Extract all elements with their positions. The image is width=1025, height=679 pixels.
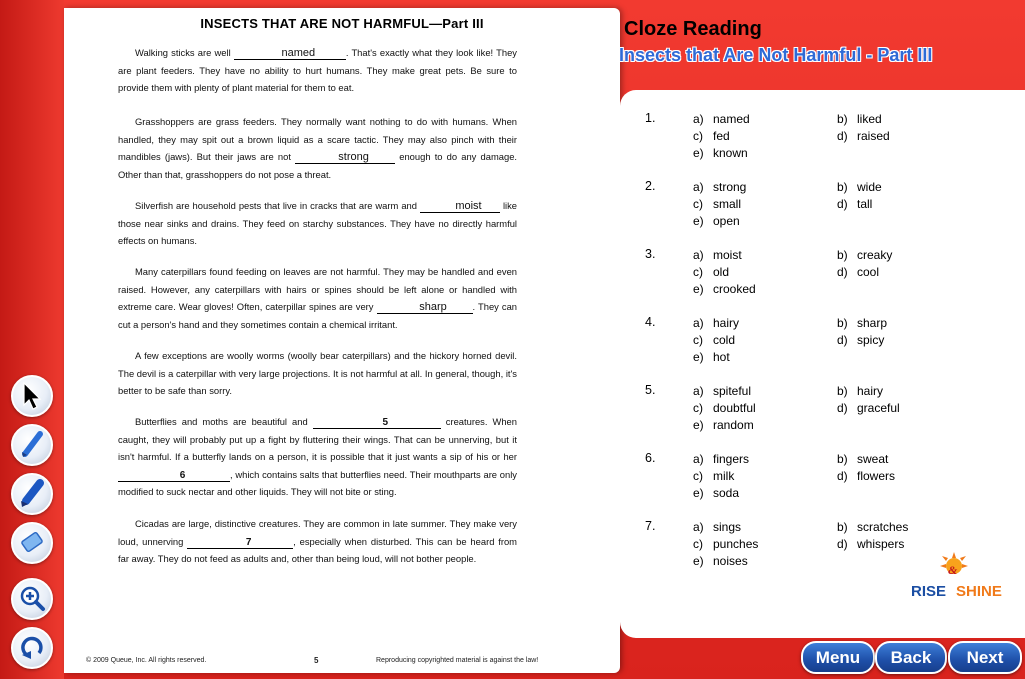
worksheet-title: INSECTS THAT ARE NOT HARMFUL—Part III bbox=[200, 16, 484, 31]
option-text: graceful bbox=[857, 401, 900, 415]
option-letter: d) bbox=[837, 401, 848, 415]
option-text: punches bbox=[713, 537, 759, 551]
pen-icon bbox=[18, 430, 46, 460]
option-letter: c) bbox=[693, 197, 703, 211]
worksheet-page bbox=[64, 8, 620, 673]
option-text: hairy bbox=[857, 384, 884, 398]
option-text: spiteful bbox=[713, 384, 752, 398]
answer-option-d[interactable] bbox=[837, 197, 872, 211]
answer-option-b[interactable] bbox=[837, 248, 892, 262]
blank-6[interactable]: 6 bbox=[118, 470, 230, 482]
blank-3[interactable]: moist bbox=[420, 201, 500, 213]
option-text: whispers bbox=[857, 537, 905, 551]
option-letter: a) bbox=[693, 520, 704, 534]
answer-option-b[interactable] bbox=[837, 112, 882, 126]
pointer-icon bbox=[19, 381, 45, 411]
answer-option-e[interactable] bbox=[693, 282, 756, 296]
option-letter: d) bbox=[837, 333, 848, 347]
answer-option-b[interactable] bbox=[837, 180, 882, 194]
option-text: spicy bbox=[857, 333, 885, 347]
option-letter: d) bbox=[837, 469, 848, 483]
undo-icon bbox=[17, 633, 47, 663]
activity-title: Cloze Reading bbox=[624, 18, 762, 40]
copyright-text: © 2009 Queue, Inc. All rights reserved. bbox=[86, 657, 207, 664]
question-number: 4. bbox=[645, 315, 656, 329]
option-letter: d) bbox=[837, 265, 848, 279]
rise-and-shine-logo bbox=[910, 552, 1006, 602]
answer-option-a[interactable] bbox=[693, 112, 750, 126]
option-letter: e) bbox=[693, 350, 704, 364]
option-letter: a) bbox=[693, 316, 704, 330]
answer-option-b[interactable] bbox=[837, 384, 883, 398]
option-letter: a) bbox=[693, 248, 704, 262]
option-text: cold bbox=[713, 333, 736, 347]
question-number: 5. bbox=[645, 383, 656, 397]
option-text: strong bbox=[713, 180, 747, 194]
blank-5[interactable]: 5 bbox=[313, 417, 441, 429]
option-text: sweat bbox=[857, 452, 889, 466]
answer-option-d[interactable] bbox=[837, 537, 904, 551]
menu-button[interactable]: Menu bbox=[801, 641, 875, 674]
answer-option-e[interactable] bbox=[693, 214, 740, 228]
option-letter: b) bbox=[837, 520, 848, 534]
answer-option-d[interactable] bbox=[837, 129, 890, 143]
option-text: hot bbox=[713, 350, 730, 364]
copyright-warning: Reproducing copyrighted material is against the law! bbox=[376, 657, 539, 664]
question-number: 3. bbox=[645, 247, 656, 261]
blank-1[interactable]: named bbox=[234, 48, 346, 60]
paragraph-1: Walking sticks are well named . That's exactly what they look like! They are plant feeders. They have no ability to hurt humans. They make great pets. Be sure to provide them with plenty of plant material for them to eat. bbox=[118, 47, 517, 94]
paragraph-7: Cicadas are large, distinctive creatures. They are common in late summer. They make very loud, unnerving 7 , especially when disturbed. This can be heard from far away. They do not feed as adults and, other than being loud, will not bother people. bbox=[118, 518, 517, 565]
answer-option-d[interactable] bbox=[837, 265, 879, 279]
option-letter: e) bbox=[693, 486, 704, 500]
option-letter: a) bbox=[693, 112, 704, 126]
option-letter: a) bbox=[693, 384, 704, 398]
option-letter: c) bbox=[693, 129, 703, 143]
answer-option-a[interactable] bbox=[693, 316, 739, 330]
option-text: small bbox=[713, 197, 742, 211]
blank-4[interactable]: sharp bbox=[377, 302, 473, 314]
paragraph-6: Butterflies and moths are beautiful and 5 creatures. When caught, they will probably put up a fight by fluttering their wings. That can be unnerving, but it isn't harmful. If a butterfly lands on a person, it is possible that it just wants a sip of his or her 6 , which contains salts that butterflies need. Their mouthparts are only modified to suck nectar and other liquids. They will not bite or sting. bbox=[118, 416, 517, 498]
option-text: liked bbox=[857, 112, 882, 126]
answer-option-c[interactable] bbox=[693, 197, 741, 211]
option-letter: e) bbox=[693, 146, 704, 160]
option-text: known bbox=[713, 146, 748, 160]
next-button[interactable]: Next bbox=[948, 641, 1022, 674]
answer-option-d[interactable] bbox=[837, 469, 895, 483]
option-letter: a) bbox=[693, 180, 704, 194]
option-letter: b) bbox=[837, 112, 848, 126]
answer-option-e[interactable] bbox=[693, 554, 748, 568]
option-letter: d) bbox=[837, 537, 848, 551]
option-letter: c) bbox=[693, 401, 703, 415]
option-text: flowers bbox=[857, 469, 896, 483]
option-letter: b) bbox=[837, 248, 848, 262]
answer-option-b[interactable] bbox=[837, 452, 888, 466]
svg-text:&: & bbox=[948, 563, 958, 577]
undo-tool-button[interactable] bbox=[11, 627, 53, 669]
question-number: 7. bbox=[645, 519, 656, 533]
option-text: named bbox=[713, 112, 750, 126]
answer-option-c[interactable] bbox=[693, 333, 735, 347]
question-number: 2. bbox=[645, 179, 656, 193]
option-text: tall bbox=[857, 197, 873, 211]
option-letter: a) bbox=[693, 452, 704, 466]
answer-option-c[interactable] bbox=[693, 537, 758, 551]
paragraph-2: Grasshoppers are grass feeders. They normally want nothing to do with humans. When handled, they may spit out a brown liquid as a scare tactic. They may also pinch with their mandibles (jaws). But their jaws are not strong enough to do any damage. Other than that, grasshoppers do not pose a threat. bbox=[118, 116, 518, 180]
option-letter: c) bbox=[693, 333, 703, 347]
option-text: random bbox=[713, 418, 754, 432]
option-text: soda bbox=[713, 486, 740, 500]
option-text: fingers bbox=[713, 452, 750, 466]
answer-option-a[interactable] bbox=[693, 248, 742, 262]
option-text: moist bbox=[713, 248, 742, 262]
option-text: sings bbox=[713, 520, 742, 534]
option-letter: e) bbox=[693, 282, 704, 296]
marker-icon bbox=[18, 479, 46, 509]
option-text: cool bbox=[857, 265, 880, 279]
option-letter: e) bbox=[693, 418, 704, 432]
activity-subtitle: Insects that Are Not Harmful - Part III bbox=[619, 45, 933, 65]
answer-option-c[interactable] bbox=[693, 265, 729, 279]
page-number: 5 bbox=[314, 656, 319, 665]
paragraph-3: Silverfish are household pests that live in cracks that are warm and moist like those near sinks and drains. They feed on starchy substances. They have no directly harmful effects on humans. bbox=[118, 200, 518, 247]
option-letter: c) bbox=[693, 537, 703, 551]
answer-option-e[interactable] bbox=[693, 486, 739, 500]
paragraph-5: A few exceptions are woolly worms (woolly bear caterpillars) and the hickory horned devil. The devil is a caterpillar with very large projections. It is not harmful at all. In general, though, it's better to be safe than sorry. bbox=[118, 350, 517, 397]
pen-tool-button[interactable] bbox=[11, 424, 53, 466]
option-letter: b) bbox=[837, 384, 848, 398]
option-letter: e) bbox=[693, 214, 704, 228]
zoom-icon bbox=[17, 584, 47, 614]
answer-option-e[interactable] bbox=[693, 146, 748, 160]
option-text: sharp bbox=[857, 316, 888, 330]
zoom-tool-button[interactable] bbox=[11, 578, 53, 620]
blank-7[interactable]: 7 bbox=[187, 537, 293, 549]
option-letter: d) bbox=[837, 197, 848, 211]
option-letter: e) bbox=[693, 554, 704, 568]
answer-option-a[interactable] bbox=[693, 520, 741, 534]
svg-text:SHINE: SHINE bbox=[956, 583, 1002, 600]
option-text: fed bbox=[713, 129, 730, 143]
answer-option-c[interactable] bbox=[693, 401, 756, 415]
answer-option-e[interactable] bbox=[693, 350, 730, 364]
option-text: crooked bbox=[713, 282, 756, 296]
answer-option-c[interactable] bbox=[693, 129, 730, 143]
option-text: creaky bbox=[857, 248, 893, 262]
answer-option-a[interactable] bbox=[693, 384, 751, 398]
marker-tool-button[interactable] bbox=[11, 473, 53, 515]
option-text: open bbox=[713, 214, 740, 228]
eraser-icon bbox=[17, 530, 47, 556]
option-text: noises bbox=[713, 554, 748, 568]
back-button[interactable]: Back bbox=[875, 641, 947, 674]
option-text: old bbox=[713, 265, 730, 279]
option-text: hairy bbox=[713, 316, 740, 330]
option-letter: b) bbox=[837, 452, 848, 466]
answer-option-c[interactable] bbox=[693, 469, 734, 483]
option-letter: c) bbox=[693, 265, 703, 279]
answer-option-d[interactable] bbox=[837, 333, 884, 347]
answer-option-b[interactable] bbox=[837, 316, 887, 330]
svg-text:RISE: RISE bbox=[911, 583, 947, 600]
option-letter: b) bbox=[837, 316, 848, 330]
answer-option-d[interactable] bbox=[837, 401, 900, 415]
option-text: scratches bbox=[857, 520, 909, 534]
eraser-tool-button[interactable] bbox=[11, 522, 53, 564]
blank-2[interactable]: strong bbox=[295, 152, 395, 164]
option-letter: d) bbox=[837, 129, 848, 143]
answer-option-a[interactable] bbox=[693, 180, 746, 194]
pointer-tool-button[interactable] bbox=[11, 375, 53, 417]
option-letter: c) bbox=[693, 469, 703, 483]
option-text: doubtful bbox=[713, 401, 756, 415]
option-text: milk bbox=[713, 469, 735, 483]
paragraph-4: Many caterpillars found feeding on leaves are not harmful. They may be handled and even raised. However, any caterpillars with hairs or spines should be left alone or handled with extreme care. Wear gloves! Often, caterpillar spines are very sharp . They can cut a person's hand and they sometimes contain a chemical irritant. bbox=[118, 266, 517, 330]
question-number: 6. bbox=[645, 451, 656, 465]
answer-option-b[interactable] bbox=[837, 520, 908, 534]
option-text: raised bbox=[857, 129, 890, 143]
question-number: 1. bbox=[645, 111, 656, 125]
answer-option-e[interactable] bbox=[693, 418, 754, 432]
option-text: wide bbox=[857, 180, 882, 194]
answer-option-a[interactable] bbox=[693, 452, 749, 466]
option-letter: b) bbox=[837, 180, 848, 194]
